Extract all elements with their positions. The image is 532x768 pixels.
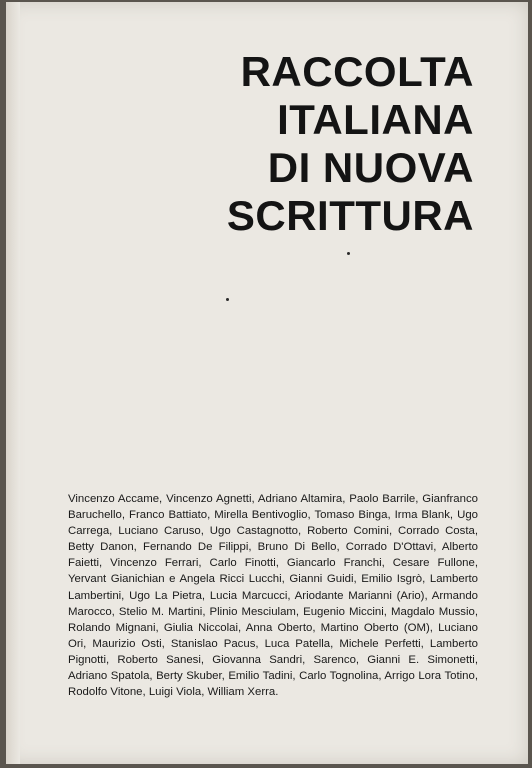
book-cover — [6, 2, 528, 764]
print-speck — [347, 252, 350, 255]
book-title — [227, 48, 474, 240]
title-line-3: DI NUOVA — [267, 144, 474, 191]
title-line-1: RACCOLTA — [240, 48, 474, 95]
author-list: Vincenzo Accame, Vincenzo Agnetti, Adriano Altamira, Paolo Barrile, Gianfranco Baruchello, Franco Battiato, Mirella Bentivoglio, Tomaso Binga, Irma Blank, Ugo Carrega, Luciano Caruso, Ugo Castagnotto, Roberto Comini, Corrado Costa, Betty Danon, Fernando De Filippi, Bruno Di Bello, Corrado D'Ottavi, Alberto Faietti, Vincenzo Ferrari, Carlo Finotti, Giancarlo Franchi, Cesare Fullone, Yervant Gianichian e Angela Ricci Lucchi, Gianni Guidi, Emilio Isgrò, Lamberto Lambertini, Ugo La Pietra, Lucia Marcucci, Ariodante Marianni (Ario), Armando Marocco, Stelio M. Martini, Plinio Mesciulam, Eugenio Miccini, Magdalo Mussio, Rolando Mignani, Giulia Niccolai, Anna Oberto, Martino Oberto (OM), Luciano Ori, Maurizio Osti, Stanislao Pacus, Luca Patella, Michele Perfetti, Lamberto Pignotti, Roberto Sanesi, Giovanna Sandri, Sarenco, Gianni E. Simonetti, Adriano Spatola, Berty Skuber, Emilio Tadini, Carlo Tognolina, Arrigo Lora Totino, Rodolfo Vitone, Luigi Viola, William Xerra. — [68, 493, 478, 699]
title-line-2: ITALIANA — [277, 96, 474, 143]
print-speck — [226, 298, 229, 301]
spine-edge — [6, 2, 20, 764]
title-line-4: SCRITTURA — [226, 192, 474, 239]
